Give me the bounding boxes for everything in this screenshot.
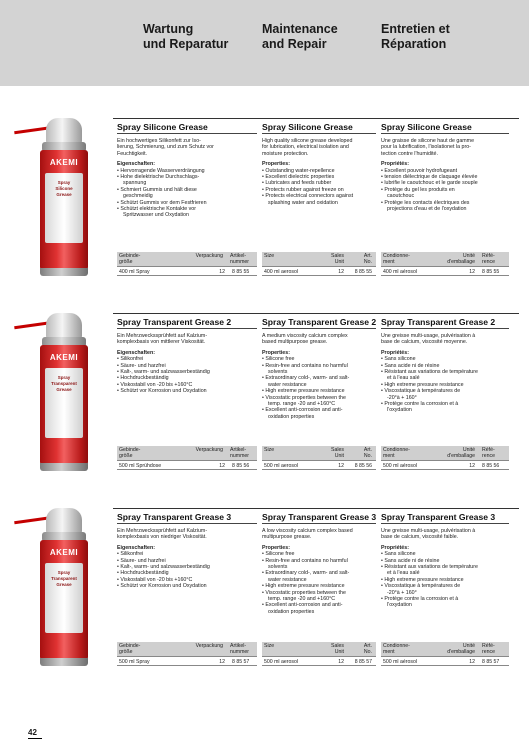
list-item: • Viskostabil von -20 bis +160°C [117,577,257,583]
header-title-fr: Entretien et Réparation [381,22,450,51]
list-item: • Protects rubber against freeze on [262,187,376,193]
page-header [0,0,529,86]
order-table-de [117,446,257,470]
product-title-de: Spray Silicone Grease [117,122,208,132]
list-item: • Hochdruckbeständig [117,570,257,576]
footer-rule [28,738,42,739]
list-item: • lubrifie le caoutchouc et le garde souple [381,180,511,186]
list-item: • Silikonfrei [117,356,257,362]
column-de [117,333,257,395]
properties-list-en [262,168,376,206]
list-item: • Excellent pouvoir hydrofugeant [381,168,511,174]
properties-list-fr [381,356,511,414]
list-item: • Protège contre la corrosion et à l'oxydation [381,401,511,414]
order-table-de [117,252,257,276]
list-item: • Viscostatique à températures de -20°à + 160° [381,388,511,401]
order-table-en [262,252,376,276]
list-item: • Viscostatic properties between the temp. range -20 and +160°C [262,590,376,603]
list-item: • Schützt elektrische Kontakte vor Spritzwasser und Oxydation [117,206,257,219]
list-item: • Silicone free [262,551,376,557]
list-item: • Schützt Gummis vor dem Festfrieren [117,200,257,206]
description-en: High quality silicone grease developed for lubrication, electrical isolation and moisture protection. [262,138,353,157]
list-item: • Säure- und harzfrei [117,558,257,564]
column-fr [381,138,511,212]
list-item: • Excellent anti-corrosion and anti- oxidation properties [262,602,376,615]
column-en [262,138,376,206]
header-title-de: Wartung und Reparatur [143,22,229,51]
table-header: Size Sales Unit Art. No. [262,252,376,266]
table-header: Gebinde- größe Verpackung Artikel- nummer [117,642,257,656]
order-table-en [262,642,376,666]
list-item: • Sans acide ni de résine [381,363,511,369]
table-header: Gebinde- größe Verpackung Artikel- nummer [117,252,257,266]
list-item: • Protège du gel les produits en caoutchouc [381,187,511,200]
order-table-fr [381,252,509,276]
column-de [117,138,257,219]
description-de: Ein Mehrzweckssprühfett auf Kalzium- komplexbasis von mittlerer Viskosität. [117,333,208,346]
table-header: Condionne- ment Unité d'emballage Réfé- rence [381,252,509,266]
properties-heading-de: Eigenschaften: [117,544,155,551]
properties-list-de [117,168,257,219]
properties-list-fr [381,168,511,213]
list-item: • Kalt-, warm- und salzwasserbeständig [117,369,257,375]
can-label-text: Spray Transparent Grease [51,375,77,392]
properties-heading-de: Eigenschaften: [117,349,155,356]
properties-heading-de: Eigenschaften: [117,161,155,168]
list-item: • Viscostatique à températures de -20°à + 160° [381,583,511,596]
description-fr: Une graisse de silicone haut de gamme pour la lubrification, l'isolationet la pro- tection contre l'humidité. [381,138,475,157]
description-fr: Une greisse multi-usage, pulvérisation à base de calcium, viscosité moyenne. [381,333,476,346]
properties-heading-en: Properties: [262,161,290,168]
list-item: • Säure- und harzfrei [117,363,257,369]
list-item: • Sans silicone [381,356,511,362]
description-fr: Une greisse multi-usage, pulvérisation à base de calcium, viscosité faible. [381,528,476,541]
spray-can-image [12,508,112,673]
list-item: • High extreme pressure resistance [262,583,376,589]
table-row: 500 ml Spray 12 8 85 57 [117,656,257,666]
list-item: • Silicone free [262,356,376,362]
table-header: Gebinde- größe Verpackung Artikel- nummer [117,446,257,460]
table-row: 400 ml aerosol 12 8 85 55 [262,266,376,276]
product-title-fr: Spray Transparent Grease 3 [381,512,496,522]
list-item: • Hochdruckbeständig [117,375,257,381]
properties-list-de [117,551,257,589]
description-de: Ein hochwertiges Silikonfett zur Iso- lierung, Schmierung, und zum Schutz vor Feuchtigkeit. [117,138,214,157]
properties-heading-en: Properties: [262,544,290,551]
list-item: • Silikonfrei [117,551,257,557]
list-item: • Outstanding water-repellence [262,168,376,174]
spray-can-image [12,313,112,478]
table-header: Condionne- ment Unité d'emballage Réfé- rence [381,642,509,656]
properties-list-de [117,356,257,394]
description-en: A low viscosity calcium complex based multipurpose grease. [262,528,353,541]
properties-list-en [262,356,376,420]
column-en [262,333,376,420]
properties-list-fr [381,551,511,609]
order-table-de [117,642,257,666]
table-row: 500 ml aérosol 12 8 85 56 [381,460,509,470]
list-item: • High extreme pressure resistance [381,577,511,583]
product-title-de: Spray Transparent Grease 3 [117,512,232,522]
list-item: • Excellent dielectric properties [262,174,376,180]
list-item: • Schützt vor Korrosion und Oxydation [117,583,257,589]
table-row: 400 ml aérosol 12 8 85 55 [381,266,509,276]
description-en: A medium viscosity calcium complex based multipurpose grease. [262,333,348,346]
list-item: • Extraordinary cold-, warm- and salt- water resistance [262,570,376,583]
list-item: • Resin-free and contains no harmful solvents [262,363,376,376]
list-item: • Résistant aux variations de température et à l'eau salé [381,564,511,577]
list-item: • Protects electrical connectors against splashing water and oxidation [262,193,376,206]
product-title-en: Spray Transparent Grease 3 [262,512,377,522]
list-item: • Protège les contacts électriques des projections d'eau et de l'oxydation [381,200,511,213]
table-row: 400 ml Spray 12 8 85 55 [117,266,257,276]
order-table-fr [381,642,509,666]
properties-heading-en: Properties: [262,349,290,356]
table-row: 500 ml aerosol 12 8 85 57 [262,656,376,666]
product-title-en: Spray Silicone Grease [262,122,353,132]
product-title-bar [113,118,519,132]
table-header: Size Sales Unit Art. No. [262,642,376,656]
list-item: • tension diélectrique de claquage élevée [381,174,511,180]
list-item: • Excellent anti-corrosion and anti- oxidation properties [262,407,376,420]
list-item: • Viscostatic properties between the temp. range -20 and +160°C [262,395,376,408]
list-item: • Extraordinary cold-, warm- and salt- water resistance [262,375,376,388]
properties-heading-fr: Propriétés: [381,161,409,168]
list-item: • Hohe dielektrische Durchschlags- spannung [117,174,257,187]
list-item: • High extreme pressure resistance [381,382,511,388]
column-fr [381,333,511,414]
table-header: Size Sales Unit Art. No. [262,446,376,460]
header-title-en: Maintenance and Repair [262,22,338,51]
order-table-en [262,446,376,470]
list-item: • Lubricates and feeds rubber [262,180,376,186]
properties-heading-fr: Propriétés: [381,349,409,356]
order-table-fr [381,446,509,470]
list-item: • Sans acide ni de résine [381,558,511,564]
product-title-en: Spray Transparent Grease 2 [262,317,377,327]
can-brand-logo: AKEMI [49,158,79,167]
list-item: • Protège contre la corrosion et à l'oxydation [381,596,511,609]
table-row: 500 ml aérosol 12 8 85 57 [381,656,509,666]
column-en [262,528,376,615]
can-brand-logo: AKEMI [49,548,79,557]
list-item: • Viskostabil von -20 bis +160°C [117,382,257,388]
column-de [117,528,257,590]
product-title-de: Spray Transparent Grease 2 [117,317,232,327]
product-title-bar [113,313,519,327]
list-item: • Resin-free and contains no harmful solvents [262,558,376,571]
list-item: • Sans silicone [381,551,511,557]
can-label-text: Spray Transparent Grease [51,570,77,587]
list-item: • Résistant aux variations de température et à l'eau salé [381,369,511,382]
column-fr [381,528,511,609]
spray-can-image [12,118,112,283]
product-title-fr: Spray Transparent Grease 2 [381,317,496,327]
product-title-fr: Spray Silicone Grease [381,122,472,132]
can-label-text: Spray Silicone Grease [55,180,73,197]
list-item: • Hervorragende Wasserverdrängung [117,168,257,174]
properties-heading-fr: Propriétés: [381,544,409,551]
table-header: Condionne- ment Unité d'emballage Réfé- rence [381,446,509,460]
description-de: Ein Mehrzweckssprühfett auf Kalzium- komplexbasis von niedriger Viskosität. [117,528,208,541]
product-title-bar [113,508,519,522]
properties-list-en [262,551,376,615]
list-item: • Schmiert Gummis und hält diese geschmeidig [117,187,257,200]
page-number: 42 [28,728,37,737]
table-row: 500 ml aerosol 12 8 85 56 [262,460,376,470]
table-row: 500 ml Sprühdose 12 8 85 56 [117,460,257,470]
list-item: • High extreme pressure resistance [262,388,376,394]
list-item: • Kalt-, warm- und salzwasserbeständig [117,564,257,570]
can-brand-logo: AKEMI [49,353,79,362]
list-item: • Schützt vor Korrosion und Oxydation [117,388,257,394]
